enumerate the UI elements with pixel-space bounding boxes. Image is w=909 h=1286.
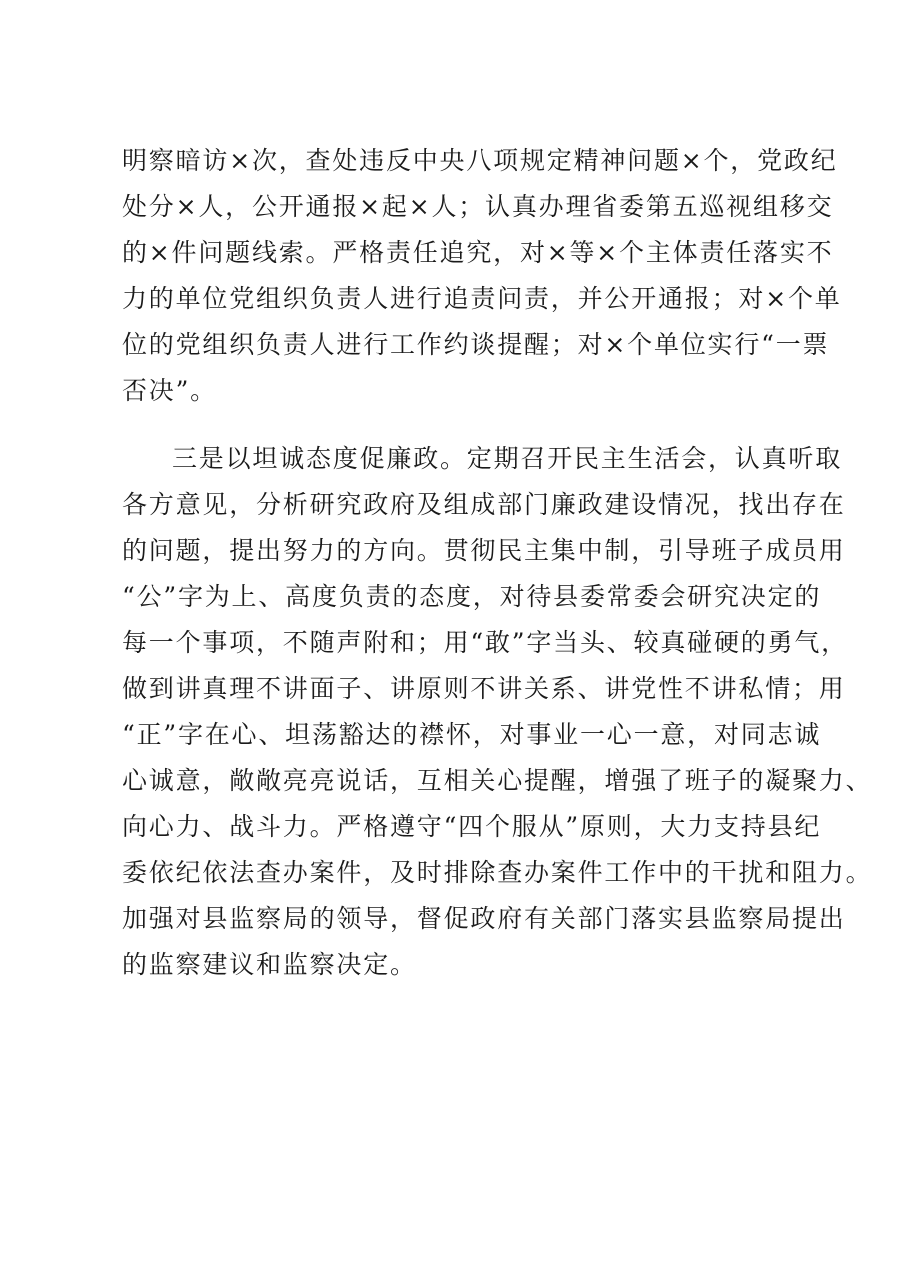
text-line: 心诚意，敞敞亮亮说话，互相关心提醒，增强了班子的凝聚力、	[122, 766, 873, 795]
text-line: “公”字为上、高度负责的态度，对待县委常委会研究决定的	[122, 582, 822, 611]
text-line-indented: 三是以坦诚态度促廉政。定期召开民主生活会，认真听取	[172, 444, 843, 473]
text-line: 的问题，提出努力的方向。贯彻民主集中制，引导班子成员用	[122, 536, 846, 565]
text-line: 的×件问题线索。严格责任追究，对×等×个主体责任落实不	[122, 238, 834, 267]
text-line: 做到讲真理不讲面子、讲原则不讲关系、讲党性不讲私情；用	[122, 674, 846, 703]
text-line: 位的党组织负责人进行工作约谈提醒；对×个单位实行“一票	[122, 330, 830, 359]
text-line: 力的单位党组织负责人进行追责问责，并公开通报；对×个单	[122, 284, 842, 313]
text-line: 每一个事项，不随声附和；用“敢”字当头、较真碰硬的勇气，	[122, 628, 848, 657]
text-line: 委依纪依法查办案件，及时排除查办案件工作中的干扰和阻力。	[122, 858, 873, 887]
paragraph-2	[122, 441, 873, 983]
text-line: 明察暗访×次，查处违反中央八项规定精神问题×个，党政纪	[122, 146, 838, 175]
text-line: 否决”。	[122, 376, 217, 405]
paragraph-spacer	[122, 419, 812, 441]
paragraph-1	[122, 143, 842, 409]
text-line: 向心力、战斗力。严格遵守“四个服从”原则，大力支持县纪	[122, 812, 822, 841]
document-body	[122, 143, 873, 993]
text-line: 各方意见，分析研究政府及组成部门廉政建设情况，找出存在	[122, 490, 846, 519]
text-line: 的监察建议和监察决定。	[122, 950, 417, 979]
text-line: “正”字在心、坦荡豁达的襟怀，对事业一心一意，对同志诚	[122, 720, 822, 749]
text-line: 处分×人，公开通报×起×人；认真办理省委第五巡视组移交	[122, 192, 834, 221]
text-line: 加强对县监察局的领导，督促政府有关部门落实县监察局提出	[122, 904, 846, 933]
